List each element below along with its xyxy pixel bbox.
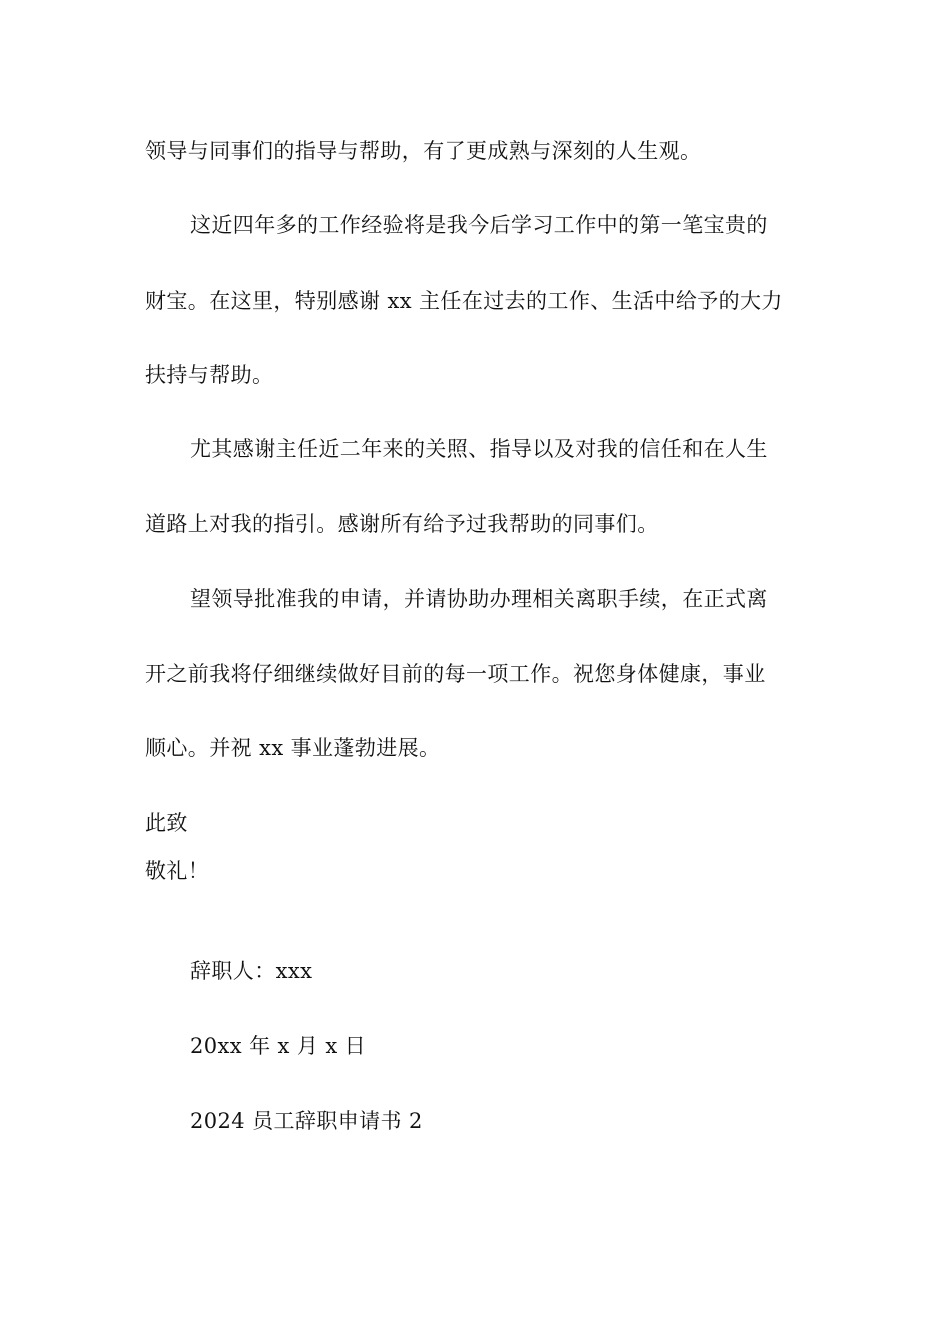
paragraph-line: 财宝。在这里，特别感谢 xx 主任在过去的工作、生活中给予的大力 [145,289,783,313]
paragraph-line: 开之前我将仔细继续做好目前的每一项工作。祝您身体健康，事业 [145,662,766,686]
closing-regards: 敬礼！ [145,859,210,883]
signature-line: 辞职人：xxx [190,959,313,983]
date-line: 20xx 年 x 月 x 日 [190,1034,367,1058]
closing-salutation: 此致 [145,811,188,835]
section-title: 2024 员工辞职申请书 2 [190,1109,423,1133]
paragraph-line: 道路上对我的指引。感谢所有给予过我帮助的同事们。 [145,512,659,536]
paragraph-line: 顺心。并祝 xx 事业蓬勃进展。 [145,736,441,760]
paragraph-line: 这近四年多的工作经验将是我今后学习工作中的第一笔宝贵的 [190,213,768,237]
paragraph-line: 尤其感谢主任近二年来的关照、指导以及对我的信任和在人生 [190,437,768,461]
paragraph-line: 望领导批准我的申请，并请协助办理相关离职手续，在正式离 [190,587,768,611]
paragraph-line: 扶持与帮助。 [145,363,274,387]
paragraph-line: 领导与同事们的指导与帮助，有了更成熟与深刻的人生观。 [145,139,702,163]
